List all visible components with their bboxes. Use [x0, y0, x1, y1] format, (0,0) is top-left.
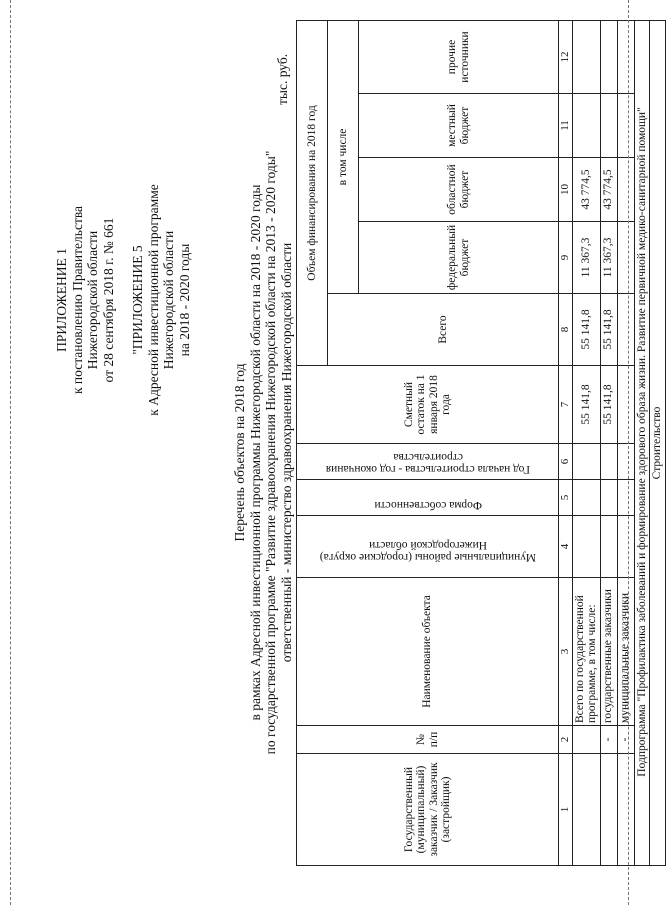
cell-customer	[572, 754, 600, 866]
subprogram-title: Подпрограмма "Профилактика заболеваний и формирование здорового образа жизни. Развитие первичной медико-санитарной помощи"	[634, 20, 650, 865]
cell-total: 55 141,8	[600, 294, 617, 366]
cell-federal: 11 367,3	[572, 222, 600, 294]
header-years	[297, 444, 559, 480]
header-ownership-text: Форма собственности	[373, 499, 482, 512]
header-total: Всего	[328, 294, 559, 366]
header-financing: Объем финансирования на 2018 год	[297, 20, 328, 365]
header-other: прочие источники	[359, 20, 559, 93]
cell-remainder: 55 141,8	[600, 366, 617, 444]
table-row	[572, 20, 600, 865]
title-line-1: Перечень объектов на 2018 год	[232, 363, 247, 542]
header-num: № п/п	[297, 726, 559, 754]
cell-num: -	[600, 726, 617, 754]
cell-local	[572, 94, 600, 158]
col-num-12: 12	[559, 20, 573, 93]
col-num-6: 6	[559, 444, 573, 480]
table-row	[617, 20, 634, 865]
cell-years	[600, 444, 617, 480]
header-local: местный бюджет	[359, 94, 559, 158]
header-federal: федеральный бюджет	[359, 222, 559, 294]
cell-federal	[617, 222, 634, 294]
scan-edge-bottom	[628, 0, 629, 905]
header-ownership	[297, 480, 559, 516]
cell-name: муниципальные заказчики	[617, 578, 634, 726]
cell-local	[600, 94, 617, 158]
cell-ownership	[572, 480, 600, 516]
header-regional: областной бюджет	[359, 158, 559, 222]
appendix-1-header	[54, 150, 116, 450]
header-remainder: Сметный остаток на 1 января 2018 года	[297, 366, 559, 444]
cell-remainder: 55 141,8	[572, 366, 600, 444]
title-line-4: ответственный - министерство здравоохранения Нижегородской области	[278, 242, 294, 663]
col-num-8: 8	[559, 294, 573, 366]
cell-customer	[600, 754, 617, 866]
column-numbers-row	[559, 20, 573, 865]
appendix5-title: "ПРИЛОЖЕНИЕ 5	[130, 245, 145, 355]
cell-remainder	[617, 366, 634, 444]
cell-local	[617, 94, 634, 158]
cell-total: 55 141,8	[572, 294, 600, 366]
section-title: Строительство	[650, 20, 666, 865]
cell-years	[572, 444, 600, 480]
cell-num	[572, 726, 600, 754]
col-num-11: 11	[559, 94, 573, 158]
section-row	[650, 20, 666, 865]
cell-other	[617, 20, 634, 93]
cell-customer	[617, 754, 634, 866]
cell-regional: 43 774,5	[572, 158, 600, 222]
cell-regional	[617, 158, 634, 222]
col-num-9: 9	[559, 222, 573, 294]
cell-total	[617, 294, 634, 366]
col-num-10: 10	[559, 158, 573, 222]
col-num-7: 7	[559, 366, 573, 444]
col-num-1: 1	[559, 754, 573, 866]
col-num-2: 2	[559, 726, 573, 754]
appendix-line-1: к постановлению Правительства	[69, 205, 85, 395]
title-line-2: в рамках Адресной инвестиционной программы Нижегородской области на 2018 - 2020 годы	[247, 184, 263, 721]
appendix-line-3: от 28 сентября 2018 г. № 661	[100, 217, 116, 383]
appendix-title: ПРИЛОЖЕНИЕ 1	[54, 248, 69, 352]
cell-other	[600, 20, 617, 93]
cell-federal: 11 367,3	[600, 222, 617, 294]
appendix-line-2: Нижегородской области	[85, 230, 100, 370]
header-name: Наименование объекта	[297, 578, 559, 726]
appendix5-line-3: на 2018 - 2020 годы	[176, 243, 192, 357]
header-customer: Государственный (муниципальный) заказчик / Заказчик (застройщик)	[297, 754, 559, 866]
appendix5-line-2: Нижегородской области	[161, 230, 176, 370]
cell-name: государственные заказчики	[600, 578, 617, 726]
table-row	[600, 20, 617, 865]
cell-regional: 43 774,5	[600, 158, 617, 222]
col-num-3: 3	[559, 578, 573, 726]
header-district-text: Муниципальные районы (городские округа) Нижегородской области	[319, 539, 536, 564]
cell-ownership	[600, 480, 617, 516]
cell-name: Всего по государственной программе, в том числе:	[572, 578, 600, 726]
header-incl: в том числе	[328, 20, 359, 293]
cell-years	[617, 444, 634, 480]
document-title	[232, 0, 294, 905]
appendix-5-header	[130, 150, 192, 450]
col-num-4: 4	[559, 516, 573, 578]
header-years-text: Год начала строительства - год окончания строительства	[325, 451, 530, 476]
cell-other	[572, 20, 600, 93]
scan-edge-top	[10, 0, 11, 905]
objects-table	[296, 20, 666, 866]
col-num-5: 5	[559, 480, 573, 516]
units-label: тыс. руб.	[275, 53, 290, 105]
cell-district	[617, 516, 634, 578]
cell-num: -	[617, 726, 634, 754]
cell-district	[600, 516, 617, 578]
appendix5-line-1: к Адресной инвестиционной программе	[145, 184, 161, 416]
header-district	[297, 516, 559, 578]
title-line-3: по государственной программе "Развитие здравоохранения Нижегородской области на 2013 - 2020 годы"	[263, 150, 278, 755]
cell-district	[572, 516, 600, 578]
subprogram-row	[634, 20, 650, 865]
cell-ownership	[617, 480, 634, 516]
